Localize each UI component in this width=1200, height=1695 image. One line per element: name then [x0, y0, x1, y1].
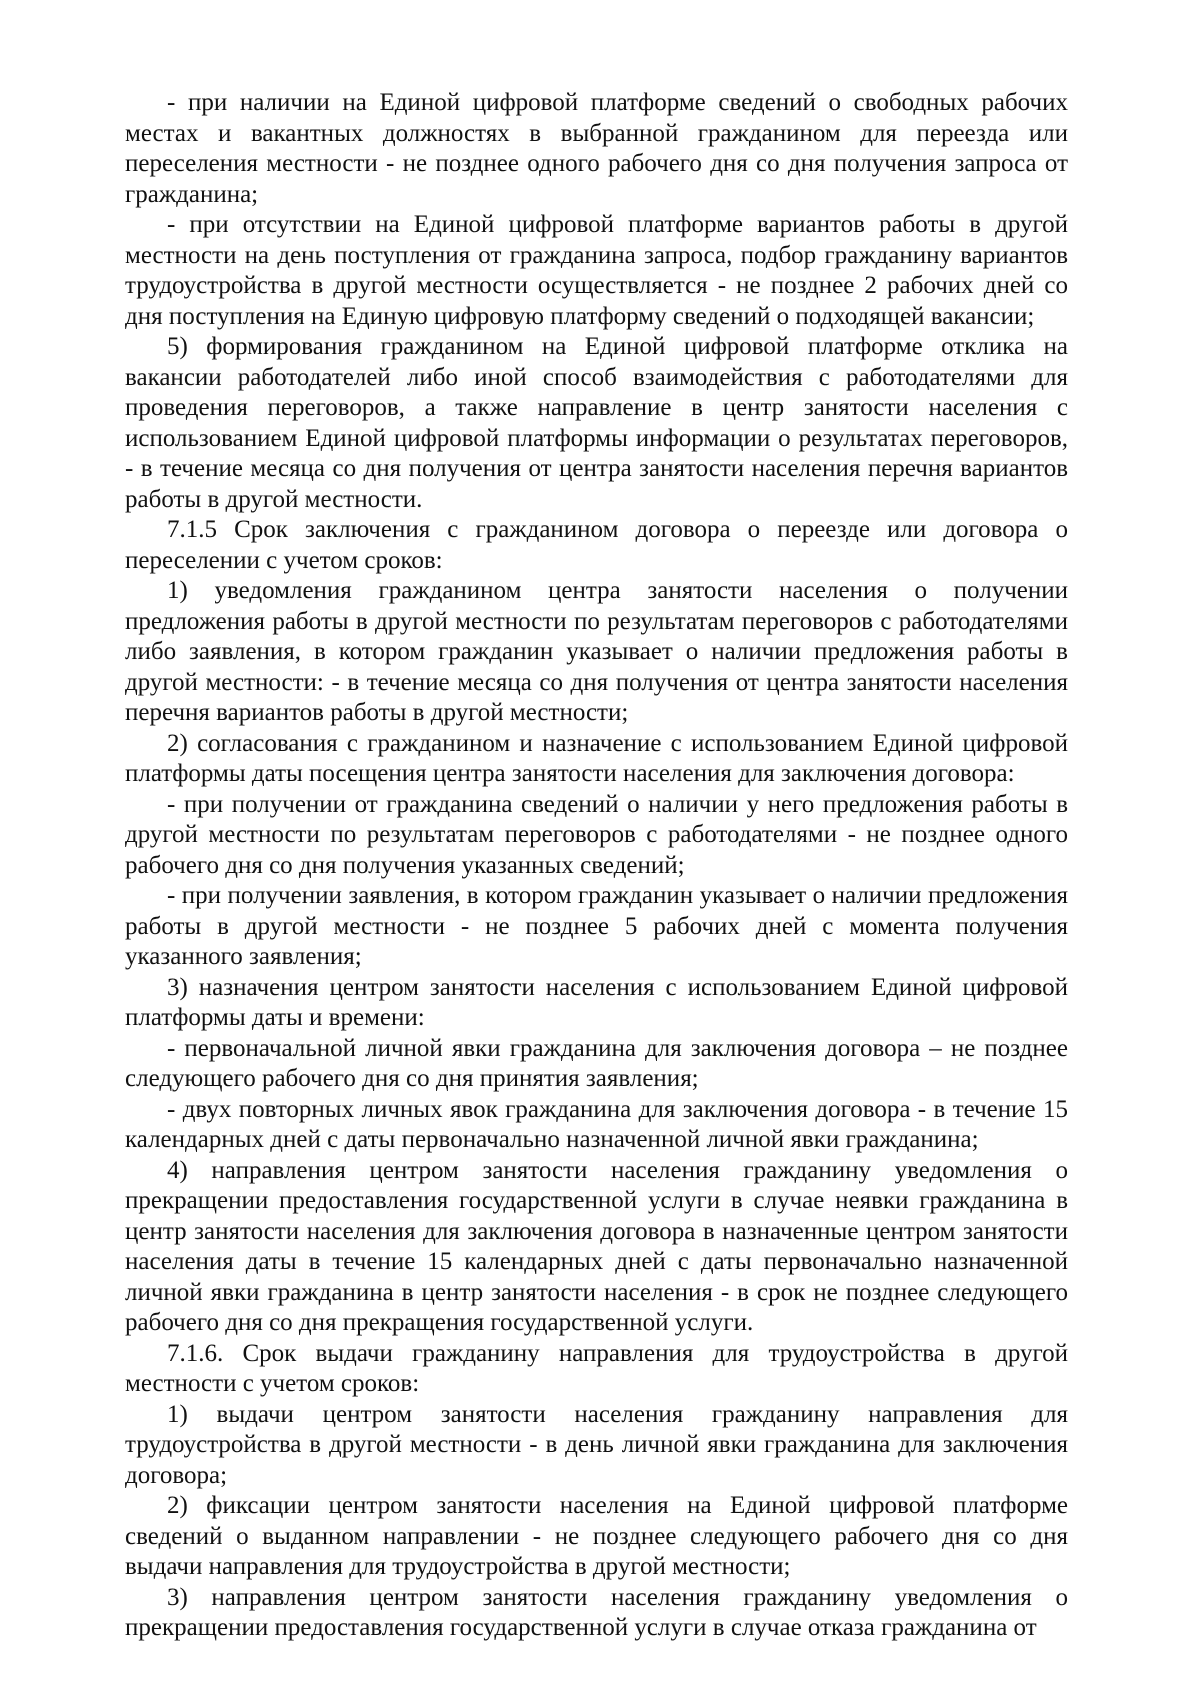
paragraph: - при получении заявления, в котором гражданин указывает о наличии предложения работы в другой местности - не позднее 5 рабочих дней с момента получения указанного заявления;	[125, 882, 1068, 970]
paragraph: 1) уведомления гражданином центра занятости населения о получении предложения работы в другой местности по результатам переговоров с работодателями либо заявления, в котором гражданин указывает о наличии предложения работы в другой местности: - в течение месяца со дня получения от центра занятости населения перечня вариантов работы в другой местности;	[125, 577, 1068, 726]
paragraph: 2) фиксации центром занятости населения на Единой цифровой платформе сведений о выданном направлении - не позднее следующего рабочего дня со дня выдачи направления для трудоустройства в другой местности;	[125, 1492, 1068, 1580]
paragraph: 3) назначения центром занятости населения с использованием Единой цифровой платформы даты и времени:	[125, 973, 1068, 1031]
paragraph: 4) направления центром занятости населения гражданину уведомления о прекращении предоставления государственной услуги в случае неявки гражданина в центр занятости населения для заключения договора в назначенные центром занятости населения даты в течение 15 календарных дней с даты первоначально назначенной личной явки гражданина в центр занятости населения - в срок не позднее следующего рабочего дня со дня прекращения государственной услуги.	[125, 1156, 1068, 1336]
paragraph: - двух повторных личных явок гражданина для заключения договора - в течение 15 календарных дней с даты первоначально назначенной личной явки гражданина;	[125, 1095, 1068, 1153]
paragraph: 3) направления центром занятости населения гражданину уведомления о прекращении предоставления государственной услуги в случае отказа гражданина от	[125, 1583, 1068, 1641]
paragraph: - при получении от гражданина сведений о наличии у него предложения работы в другой местности по результатам переговоров с работодателями - не позднее одного рабочего дня со дня получения указанных сведений;	[125, 790, 1068, 879]
section-heading-7-1-5: 7.1.5 Срок заключения с гражданином договора о переезде или договора о переселении с учетом сроков:	[125, 516, 1068, 574]
paragraph: - первоначальной личной явки гражданина для заключения договора – не позднее следующего рабочего дня со дня принятия заявления;	[125, 1034, 1068, 1092]
paragraph: 2) согласования с гражданином и назначение с использованием Единой цифровой платформы даты посещения центра занятости населения для заключения договора:	[125, 729, 1068, 787]
paragraph: 1) выдачи центром занятости населения гражданину направления для трудоустройства в другой местности - в день личной явки гражданина для заключения договора;	[125, 1400, 1068, 1489]
document-page	[125, 88, 1068, 1644]
paragraph: - при наличии на Единой цифровой платформе сведений о свободных рабочих местах и вакантных должностях в выбранной гражданином для переезда или переселения местности - не позднее одного рабочего дня со дня получения запроса от гражданина;	[125, 89, 1068, 208]
section-heading-7-1-6: 7.1.6. Срок выдачи гражданину направления для трудоустройства в другой местности с учетом сроков:	[125, 1339, 1068, 1397]
paragraph: 5) формирования гражданином на Единой цифровой платформе отклика на вакансии работодателей либо иной способ взаимодействия с работодателями для проведения переговоров, а также направление в центр занятости населения с использованием Единой цифровой платформы информации о результатах переговоров, - в течение месяца со дня получения от центра занятости населения перечня вариантов работы в другой местности.	[125, 333, 1068, 513]
paragraph: - при отсутствии на Единой цифровой платформе вариантов работы в другой местности на день поступления от гражданина запроса, подбор гражданину вариантов трудоустройства в другой местности осуществляется - не позднее 2 рабочих дней со дня поступления на Единую цифровую платформу сведений о подходящей вакансии;	[125, 211, 1068, 330]
